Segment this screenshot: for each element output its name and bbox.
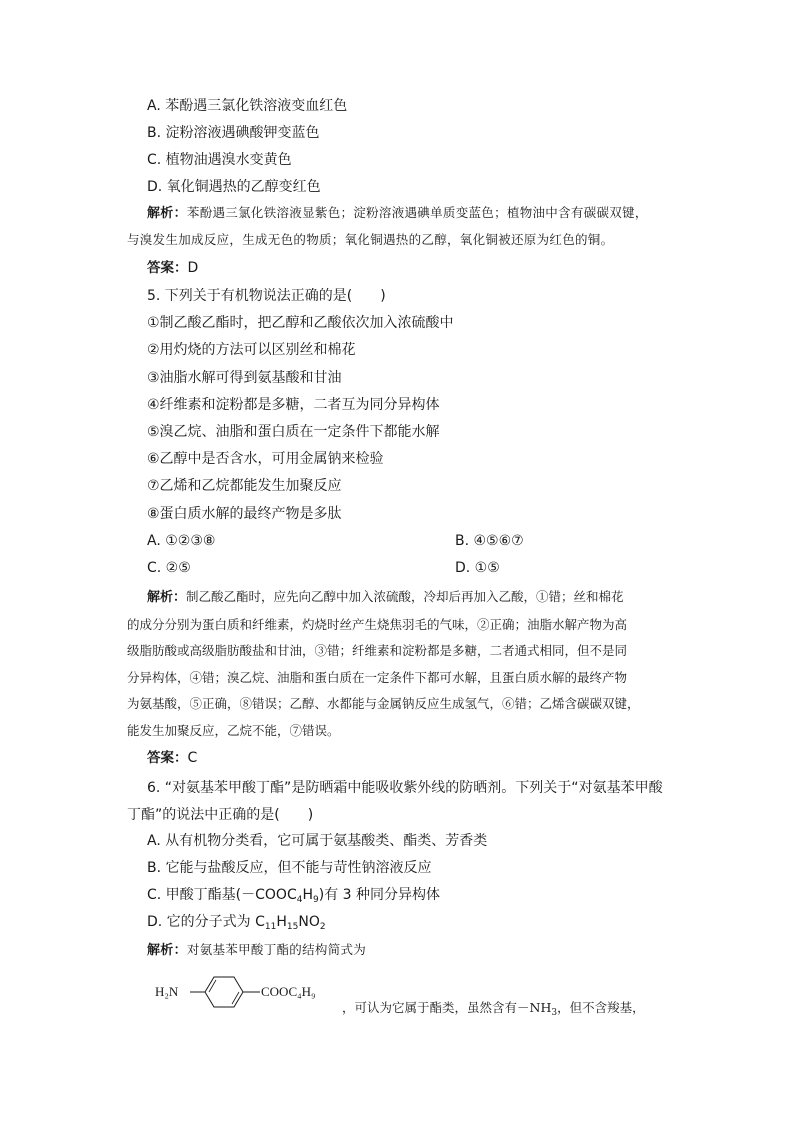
q5-item-2: ②用灼烧的方法可以区别丝和棉花 [147,342,356,358]
ring-inner-bond [209,980,216,992]
q6-stem [127,775,677,829]
subscript: 11 [264,922,277,932]
q5-stem: 5. 下列关于有机物说法正确的是( ) [147,288,386,304]
q6-option-c [147,885,440,910]
q5-analysis-line1 [127,584,675,612]
q5-analysis-line3: 级脂肪酸或高级脂肪酸盐和甘油，③错；纤维素和淀粉都是多糖，二者通式相同，但不是同 [127,643,628,659]
analysis-label: 解析： [147,943,187,958]
q5-item-3: ③油脂水解可得到氨基酸和甘油 [147,370,342,386]
q4-option-b: B. 淀粉溶液遇碘酸钾变蓝色 [147,125,320,141]
q6-option-d [147,912,326,937]
structural-formula [150,976,350,1010]
q5-item-4: ④纤维素和淀粉都是多糖，二者互为同分异构体 [147,397,440,413]
q4-analysis-line2: 与溴发生加成反应，生成无色的物质；氧化铜遇热的乙醇，氧化铜被还原为红色的铜。 [127,232,614,247]
q6-option-c-tail: )有 3 种同分异构体 [318,887,441,903]
q4-analysis-text1: 苯酚遇三氯化铁溶液显紫色；淀粉溶液遇碘单质变蓝色；植物油中含有碳碳双键， [186,205,648,220]
q6-analysis-continuation [342,998,645,1023]
q5-analysis [127,584,675,745]
q6-option-d-h: H [276,914,287,930]
q6-analysis-text3: ，但不含羧基， [557,1000,645,1015]
q4-option-a: A. 苯酚遇三氯化铁溶液变血红色 [147,98,348,114]
subscript: 4 [296,895,303,905]
q6-analysis-text1: 对氨基苯甲酸丁酯的结构简式为 [186,942,367,957]
q4-answer [147,258,198,278]
q6-analysis-line1 [147,940,366,961]
benzene-ring-icon [205,977,243,1007]
q6-option-c-h: H [302,887,313,903]
q4-option-c: C. 植物油遇溴水变黄色 [147,152,292,168]
q5-item-5: ⑤溴乙烷、油脂和蛋白质在一定条件下都能水解 [147,424,440,440]
q5-item-8: ⑧蛋白质水解的最终产物是多肽 [147,506,342,522]
q5-option-b: B. ④⑤⑥⑦ [455,533,524,549]
q5-item-7: ⑦乙烯和乙烷都能发生加聚反应 [147,478,342,494]
ester-group-label: COOC₄H₉ [261,984,316,999]
q5-analysis-line6: 能发生加聚反应，乙烷不能，⑦错误。 [127,722,340,738]
q6-option-a: A. 从有机物分类看，它可属于氨基酸类、酯类、芳香类 [147,833,488,849]
q6-option-d-text: D. 它的分子式为 C [147,914,265,930]
subscript: 9 [313,895,319,905]
q4-option-d: D. 氧化铜遇热的乙醇变红色 [147,179,321,195]
q5-answer [147,748,197,768]
q5-option-a: A. ①②③⑧ [147,533,216,549]
q6-option-d-no: NO [298,914,320,930]
ring-inner-bond [232,992,239,1004]
q5-answer-value: C [187,750,198,766]
q6-analysis-text2: ，可认为它属于酯类，虽然含有－NH [342,1000,552,1015]
analysis-label: 解析： [147,590,187,605]
q5-analysis-text1: 制乙酸乙酯时，应先向乙醇中加入浓硫酸，冷却后再加入乙酸，①错；丝和棉花 [186,589,624,604]
q5-analysis-line4: 分异构体，④错；溴乙烷、油脂和蛋白质在一定条件下都可水解，且蛋白质水解的最终产物 [127,669,628,685]
q5-item-1: ①制乙酸乙酯时，把乙醇和乙酸依次加入浓硫酸中 [147,315,454,331]
q5-option-c: C. ②⑤ [147,560,191,576]
q4-answer-value: D [187,260,199,276]
q5-analysis-line2: 的成分分别为蛋白质和纤维素，灼烧时丝产生烧焦羽毛的气味，②正确；油脂水解产物为高 [127,616,628,632]
subscript: 3 [551,1008,558,1018]
answer-label: 答案： [147,260,188,276]
q4-analysis-line1 [147,203,648,224]
q6-stem-line1: 6. “对氨基苯甲酸丁酯”是防晒霜中能吸收紫外线的防晒剂。下列关于“对氨基苯甲酸 [147,780,663,796]
q6-option-c-text: C. 甲酸丁酯基(－COOC [147,887,297,903]
answer-label: 答案： [147,750,188,766]
q6-stem-line2: 丁酯”的说法中正确的是( ) [127,807,314,823]
q5-item-6: ⑥乙醇中是否含水，可用金属钠来检验 [147,451,384,467]
q5-analysis-line5: 为氨基酸，⑤正确，⑧错误；乙醇、水都能与金属钠反应生成氢气，⑥错；乙烯含碳碳双键， [127,696,640,712]
q6-option-b: B. 它能与盐酸反应，但不能与苛性钠溶液反应 [147,860,432,876]
q5-option-d: D. ①⑤ [455,560,500,576]
subscript: 15 [286,922,299,932]
subscript: 2 [319,922,326,932]
analysis-label: 解析： [147,206,187,221]
amino-group-label: H₂N [155,984,179,999]
